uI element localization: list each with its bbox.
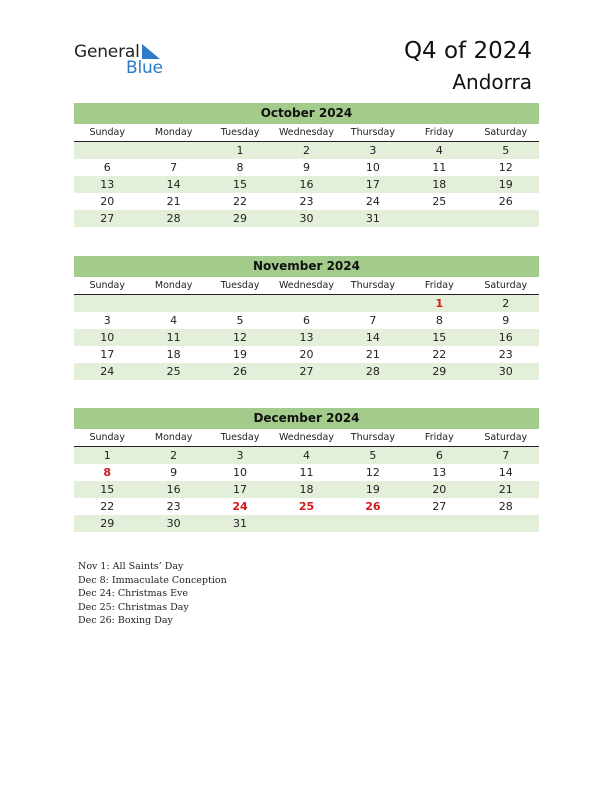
day-cell: 20 [299, 348, 314, 361]
day-cell: 29 [100, 517, 115, 530]
month-title: December 2024 [74, 408, 539, 429]
day-cell: 11 [299, 466, 314, 479]
day-cell: 19 [233, 348, 248, 361]
day-cell: 7 [502, 449, 510, 462]
day-cell: 4 [435, 144, 443, 157]
week-row [74, 176, 539, 193]
day-cell: 2 [170, 449, 178, 462]
day-cell: 20 [432, 483, 447, 496]
day-cell: 22 [432, 348, 447, 361]
day-cell: 14 [365, 331, 380, 344]
empty-day-cell [74, 142, 140, 159]
day-cell: 1 [103, 449, 111, 462]
day-cell: 24 [232, 500, 248, 513]
day-cell: 24 [100, 365, 115, 378]
week-row [74, 159, 539, 176]
month-title: November 2024 [74, 256, 539, 277]
weekday-label: Sunday [89, 280, 125, 291]
weekday-row [74, 277, 539, 295]
empty-day-cell [273, 295, 339, 312]
day-cell: 11 [166, 331, 181, 344]
day-cell: 3 [103, 314, 111, 327]
weekday-label: Monday [154, 432, 193, 443]
month-calendar-october [74, 103, 539, 227]
day-cell: 13 [432, 466, 447, 479]
holiday-note: Dec 26: Boxing Day [78, 615, 173, 626]
day-cell: 12 [498, 161, 513, 174]
weeks-grid [74, 295, 539, 380]
weekday-row [74, 429, 539, 447]
week-row [74, 447, 539, 464]
day-cell: 14 [498, 466, 513, 479]
day-cell: 28 [498, 500, 513, 513]
empty-day-cell [406, 515, 472, 532]
day-cell: 12 [233, 331, 248, 344]
day-cell: 29 [233, 212, 248, 225]
weeks-grid [74, 447, 539, 532]
day-cell: 6 [103, 161, 111, 174]
day-cell: 13 [299, 331, 314, 344]
empty-day-cell [207, 295, 273, 312]
day-cell: 10 [233, 466, 248, 479]
brand-name-blue: Blue [126, 58, 163, 78]
day-cell: 30 [299, 212, 314, 225]
day-cell: 7 [369, 314, 377, 327]
day-cell: 14 [166, 178, 181, 191]
month-calendar-december [74, 408, 539, 532]
week-row [74, 481, 539, 498]
day-cell: 2 [502, 297, 510, 310]
day-cell: 26 [233, 365, 248, 378]
day-cell: 15 [432, 331, 447, 344]
week-row [74, 295, 539, 312]
week-row [74, 363, 539, 380]
weekday-label: Tuesday [220, 280, 260, 291]
week-row [74, 142, 539, 159]
week-row [74, 193, 539, 210]
day-cell: 22 [233, 195, 248, 208]
day-cell: 8 [103, 466, 112, 479]
week-row [74, 312, 539, 329]
holiday-note: Dec 24: Christmas Eve [78, 588, 189, 599]
empty-day-cell [340, 515, 406, 532]
day-cell: 15 [233, 178, 248, 191]
day-cell: 10 [100, 331, 115, 344]
week-row [74, 329, 539, 346]
day-cell: 26 [498, 195, 513, 208]
day-cell: 9 [502, 314, 510, 327]
day-cell: 17 [365, 178, 380, 191]
day-cell: 5 [236, 314, 244, 327]
day-cell: 28 [166, 212, 181, 225]
weekday-label: Friday [424, 127, 454, 138]
weekday-label: Wednesday [278, 280, 334, 291]
week-row [74, 464, 539, 481]
weekday-label: Tuesday [220, 432, 260, 443]
day-cell: 2 [302, 144, 310, 157]
day-cell: 21 [498, 483, 513, 496]
day-cell: 19 [498, 178, 513, 191]
brand-logo [74, 42, 174, 78]
day-cell: 30 [166, 517, 181, 530]
day-cell: 5 [369, 449, 377, 462]
weekday-label: Wednesday [278, 127, 334, 138]
weekday-label: Friday [424, 432, 454, 443]
day-cell: 8 [236, 161, 244, 174]
weekday-label: Thursday [350, 280, 395, 291]
day-cell: 6 [302, 314, 310, 327]
day-cell: 10 [365, 161, 380, 174]
week-row [74, 515, 539, 532]
weeks-grid [74, 142, 539, 227]
empty-day-cell [473, 210, 539, 227]
day-cell: 31 [233, 517, 248, 530]
day-cell: 19 [365, 483, 380, 496]
day-cell: 23 [498, 348, 513, 361]
day-cell: 23 [166, 500, 181, 513]
day-cell: 22 [100, 500, 115, 513]
day-cell: 18 [299, 483, 314, 496]
day-cell: 4 [302, 449, 310, 462]
day-cell: 8 [435, 314, 443, 327]
day-cell: 13 [100, 178, 115, 191]
weekday-label: Monday [154, 280, 193, 291]
weekday-label: Saturday [484, 280, 528, 291]
day-cell: 9 [170, 466, 178, 479]
day-cell: 16 [166, 483, 181, 496]
weekday-label: Sunday [89, 127, 125, 138]
day-cell: 11 [432, 161, 447, 174]
weekday-label: Friday [424, 280, 454, 291]
page-title: Q4 of 2024 [403, 38, 532, 64]
day-cell: 27 [432, 500, 447, 513]
week-row [74, 346, 539, 363]
weekday-label: Monday [154, 127, 193, 138]
day-cell: 28 [365, 365, 380, 378]
weekday-label: Saturday [484, 432, 528, 443]
day-cell: 16 [498, 331, 513, 344]
day-cell: 31 [365, 212, 380, 225]
empty-day-cell [74, 295, 140, 312]
empty-day-cell [473, 515, 539, 532]
day-cell: 12 [365, 466, 380, 479]
day-cell: 5 [502, 144, 510, 157]
day-cell: 1 [435, 297, 444, 310]
weekday-label: Saturday [484, 127, 528, 138]
day-cell: 20 [100, 195, 115, 208]
day-cell: 6 [435, 449, 443, 462]
holiday-note: Nov 1: All Saints’ Day [78, 561, 184, 572]
day-cell: 21 [365, 348, 380, 361]
day-cell: 24 [365, 195, 380, 208]
empty-day-cell [406, 210, 472, 227]
day-cell: 27 [100, 212, 115, 225]
empty-day-cell [140, 295, 206, 312]
weekday-label: Thursday [350, 432, 395, 443]
weekday-label: Tuesday [220, 127, 260, 138]
weekday-label: Wednesday [278, 432, 334, 443]
brand-name-general: General [74, 42, 140, 62]
day-cell: 30 [498, 365, 513, 378]
day-cell: 9 [302, 161, 310, 174]
holiday-note: Dec 8: Immaculate Conception [78, 574, 227, 586]
day-cell: 26 [365, 500, 381, 513]
day-cell: 3 [236, 449, 244, 462]
empty-day-cell [340, 295, 406, 312]
day-cell: 25 [298, 500, 315, 513]
weekday-row [74, 124, 539, 142]
day-cell: 27 [299, 365, 314, 378]
day-cell: 15 [100, 483, 115, 496]
day-cell: 23 [299, 195, 314, 208]
week-row [74, 210, 539, 227]
day-cell: 4 [170, 314, 178, 327]
holiday-notes [78, 560, 227, 628]
month-title: October 2024 [74, 103, 539, 124]
weekday-label: Sunday [89, 432, 125, 443]
country-name: Andorra [452, 70, 532, 94]
day-cell: 18 [432, 178, 447, 191]
day-cell: 16 [299, 178, 314, 191]
day-cell: 17 [233, 483, 248, 496]
day-cell: 7 [170, 161, 178, 174]
day-cell: 21 [166, 195, 181, 208]
day-cell: 29 [432, 365, 447, 378]
day-cell: 17 [100, 348, 115, 361]
month-calendar-november [74, 256, 539, 380]
day-cell: 1 [236, 144, 244, 157]
day-cell: 3 [369, 144, 377, 157]
day-cell: 25 [166, 365, 181, 378]
empty-day-cell [140, 142, 206, 159]
holiday-note: Dec 25: Christmas Day [78, 601, 189, 613]
empty-day-cell [273, 515, 339, 532]
week-row [74, 498, 539, 515]
day-cell: 25 [432, 195, 447, 208]
day-cell: 18 [166, 348, 181, 361]
weekday-label: Thursday [350, 127, 395, 138]
